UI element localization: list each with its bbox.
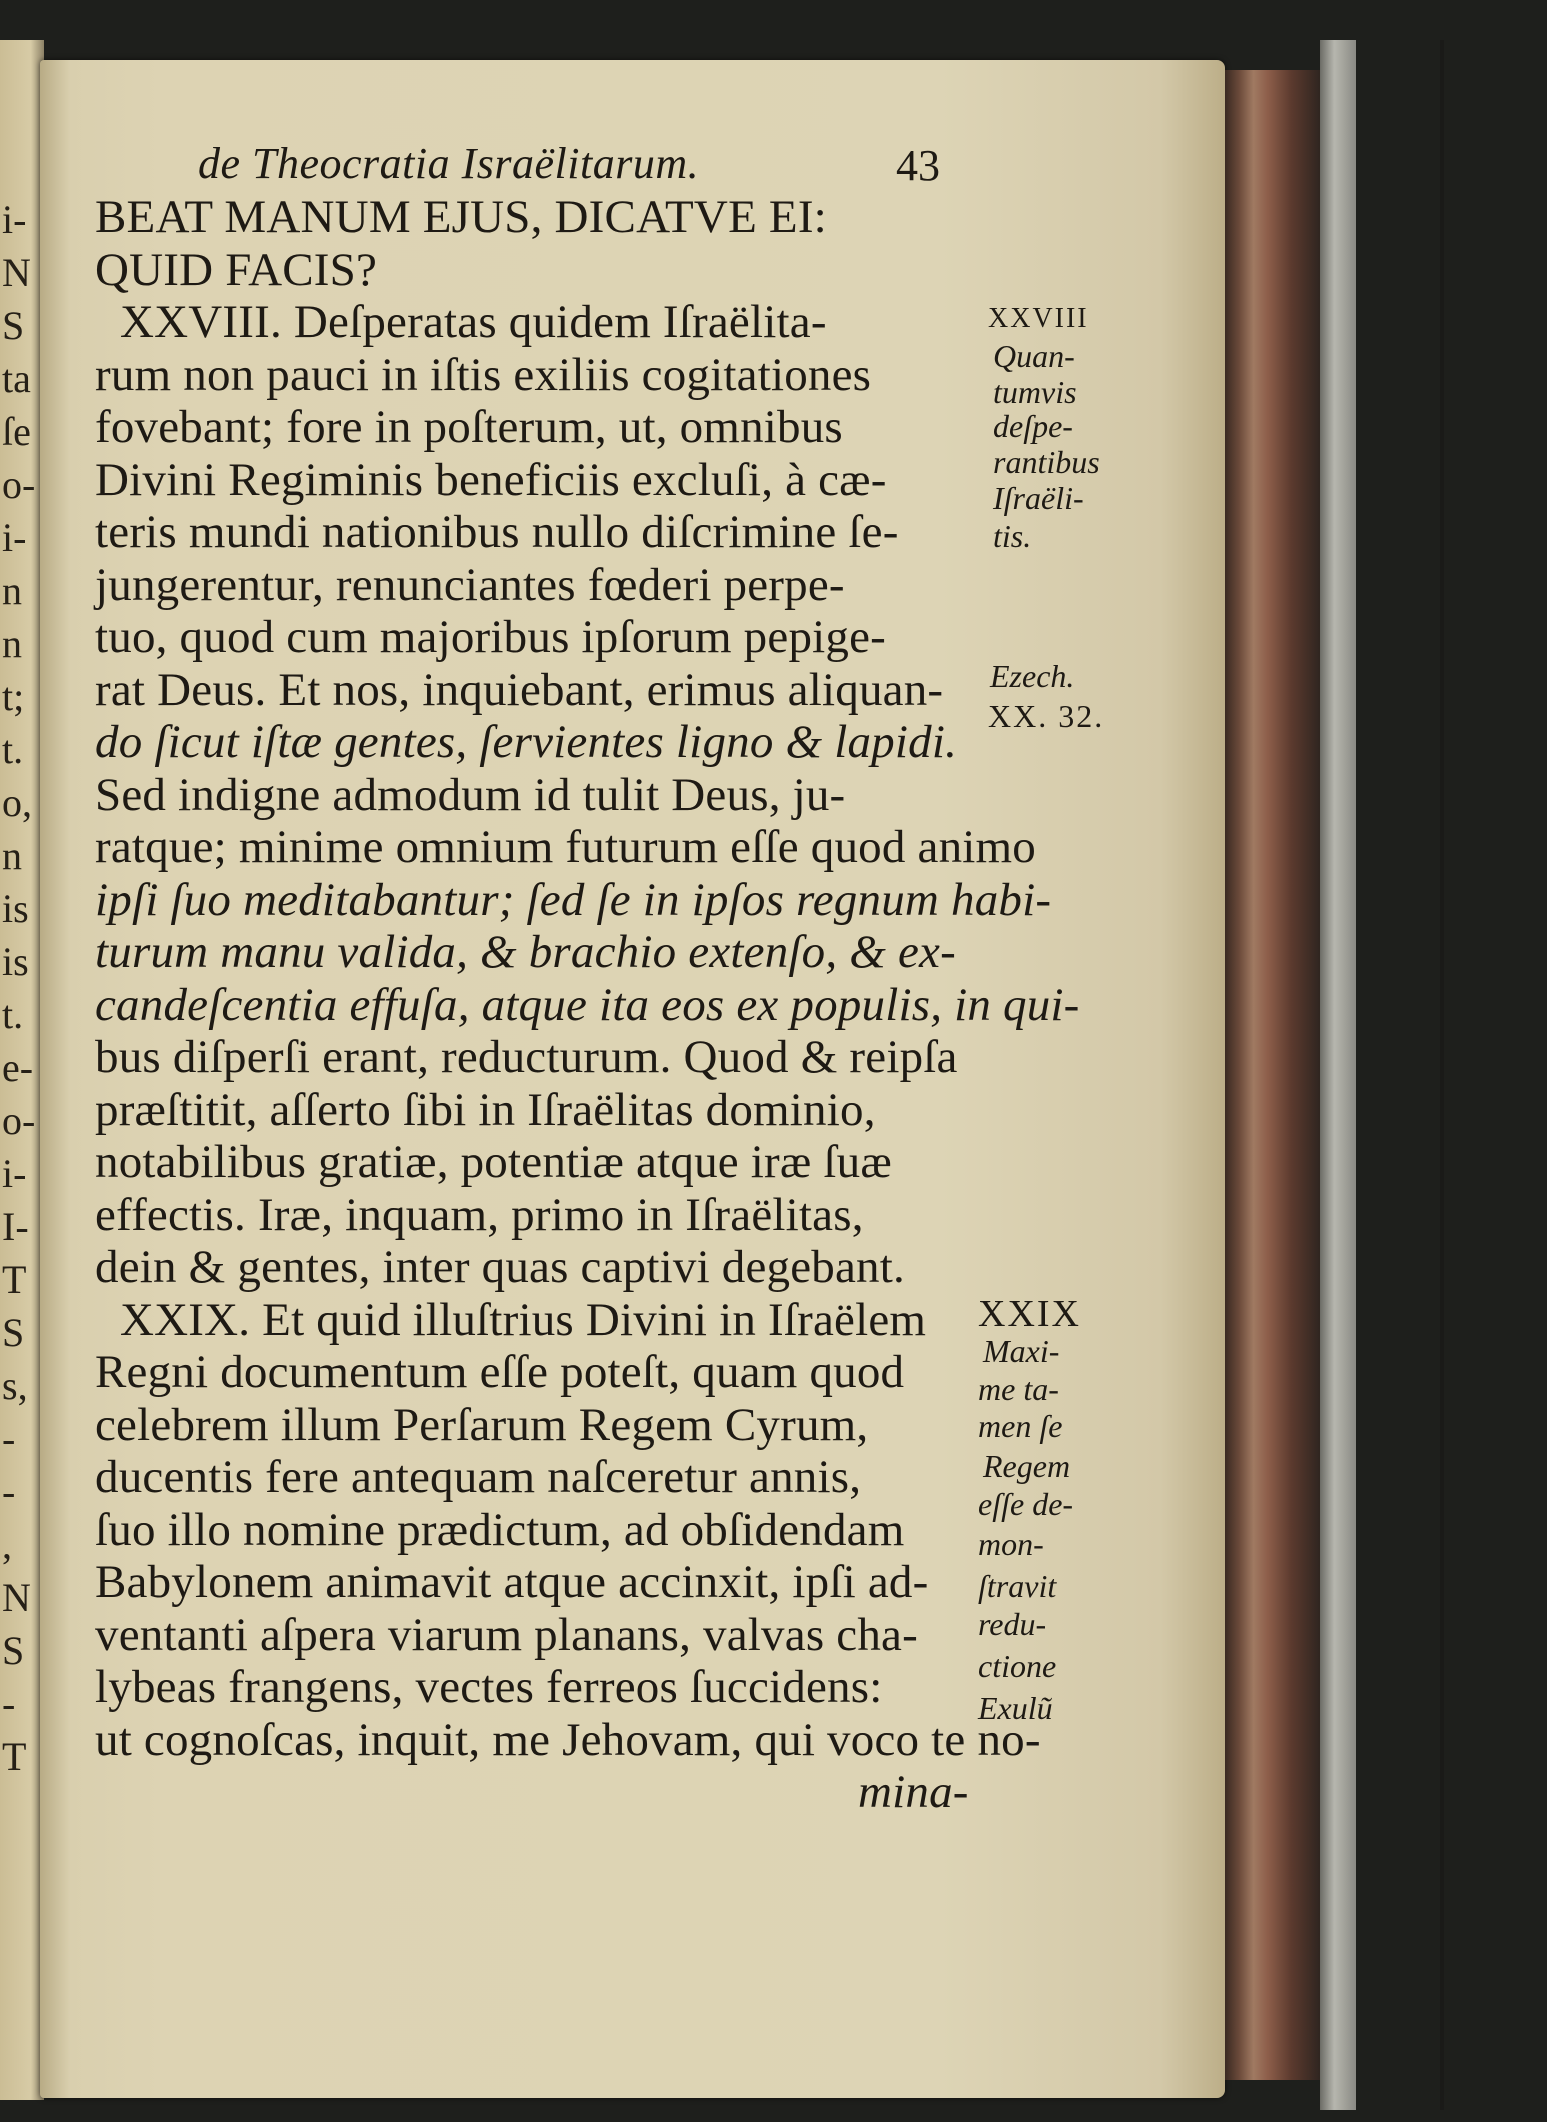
text-line: ratque; minime omnium futurum eſſe quod animo: [95, 821, 1036, 873]
text-line: ventanti aſpera viarum planans, valvas cha-: [95, 1608, 918, 1661]
facing-page-fragment: n: [2, 571, 22, 611]
facing-page-fragment: i-: [2, 518, 27, 558]
margin-note: rantibus: [993, 444, 1100, 480]
facing-page-fragment: -: [2, 1684, 16, 1724]
text-line: Divini Regiminis beneficiis excluſi, à cæ-: [95, 453, 887, 506]
facing-page-fragment: ſe: [2, 412, 31, 452]
text-line: dein & gentes, inter quas captivi degebant.: [95, 1241, 905, 1293]
text-line: ſuo illo nomine prædictum, ad obſidendam: [95, 1503, 905, 1556]
facing-page-fragment: o-: [2, 465, 36, 505]
facing-page-fragment: ta: [2, 359, 31, 399]
margin-note: XXIX: [978, 1293, 1081, 1335]
margin-note: tumvis: [993, 374, 1077, 410]
text-line: præſtitit, aſſerto ſibi in Iſraëlitas dominio,: [95, 1083, 876, 1136]
facing-page-fragment: i-: [2, 1154, 27, 1194]
margin-note: Exulũ: [978, 1690, 1053, 1726]
margin-note: deſpe-: [993, 408, 1073, 444]
text-line: rum non pauci in iſtis exiliis cogitationes: [95, 348, 872, 401]
facing-page-fragment: e-: [2, 1048, 34, 1088]
facing-page-fragment: S: [2, 1631, 25, 1671]
scan-border: [1440, 40, 1444, 2110]
facing-page-fragment: i-: [2, 200, 27, 240]
margin-note: Ezech.: [990, 658, 1075, 694]
facing-page-fragment: S: [2, 1313, 25, 1353]
margin-note: mon-: [978, 1526, 1044, 1562]
page-block-edge: [1225, 70, 1320, 2080]
margin-note: ctione: [978, 1648, 1057, 1684]
facing-page-fragment: is: [2, 942, 29, 982]
margin-note: redu-: [978, 1606, 1047, 1642]
text-line: jungerentur, renunciantes fœderi perpe-: [95, 558, 845, 611]
text-line: teris mundi nationibus nullo diſcrimine ſe-: [95, 506, 899, 558]
text-line: ipſi ſuo meditabantur; ſed ſe in ipſos regnum habi-: [95, 873, 1052, 926]
facing-page-fragment: t.: [2, 730, 24, 770]
text-line: mina-: [858, 1766, 969, 1818]
margin-note: ſtravit: [978, 1568, 1057, 1604]
text-line: Sed indigne admodum id tulit Deus, ju-: [95, 768, 846, 821]
facing-page-fragment: -: [2, 1419, 16, 1459]
margin-note: me ta-: [978, 1371, 1059, 1407]
margin-note: eſſe de-: [978, 1486, 1074, 1522]
running-head: de Theocratia Israëlitarum.: [198, 139, 700, 188]
facing-page-fragment: s,: [2, 1366, 28, 1406]
facing-page-fragment: I-: [2, 1207, 29, 1247]
text-line: XXIX. Et quid illuſtrius Divini in Iſraëlem: [120, 1293, 927, 1346]
cover-edge: [1320, 40, 1356, 2110]
facing-page-fragment: T: [2, 1737, 27, 1777]
text-line: fovebant; fore in poſterum, ut, omnibus: [95, 401, 843, 453]
facing-page-fragment: n: [2, 624, 22, 664]
text-line: ut cognoſcas, inquit, me Jehovam, qui voco te no-: [95, 1713, 1041, 1766]
facing-page-fragment: o-: [2, 1101, 36, 1141]
text-line: ducentis fere antequam naſceretur annis,: [95, 1451, 862, 1503]
facing-page-fragment: n: [2, 836, 22, 876]
text-line: candeſcentia effuſa, atque ita eos ex populis, in qui-: [95, 978, 1080, 1031]
text-line: QUID FACIS?: [95, 243, 378, 296]
margin-note: Iſraëli-: [993, 480, 1084, 516]
text-line: Regni documentum eſſe poteſt, quam quod: [95, 1346, 905, 1398]
text-line: lybeas frangens, vectes ferreos ſuccidens:: [95, 1661, 883, 1713]
facing-page-fragment: T: [2, 1260, 27, 1300]
margin-note: tis.: [993, 518, 1032, 554]
margin-note: Maxi-: [983, 1333, 1060, 1369]
margin-note: Regem: [983, 1448, 1071, 1484]
margin-note: XX. 32.: [988, 698, 1105, 734]
page-number: 43: [896, 141, 940, 190]
text-line: XXVIII. Deſperatas quidem Iſraëlita-: [120, 296, 827, 348]
facing-page-fragment: -: [2, 1472, 16, 1512]
facing-page-fragment: o,: [2, 783, 32, 823]
facing-page-fragment: S: [2, 306, 25, 346]
text-line: do ſicut iſtæ gentes, ſervientes ligno & lapidi.: [95, 716, 958, 768]
margin-note: men ſe: [978, 1408, 1063, 1444]
text-line: effectis. Iræ, inquam, primo in Iſraëlitas,: [95, 1188, 864, 1241]
text-line: turum manu valida, & brachio extenſo, & ex-: [95, 926, 956, 978]
text-line: bus diſperſi erant, reducturum. Quod & reipſa: [95, 1031, 958, 1083]
facing-page-fragment: N: [2, 253, 31, 293]
text-line: rat Deus. Et nos, inquiebant, erimus aliquan-: [95, 663, 944, 716]
facing-page-fragment: t;: [2, 677, 25, 717]
margin-note: XXVIII: [988, 303, 1089, 334]
text-line: Babylonem animavit atque accinxit, ipſi ad-: [95, 1556, 929, 1608]
facing-page-edge: [0, 40, 44, 2100]
text-line: celebrem illum Perſarum Regem Cyrum,: [95, 1398, 869, 1451]
text-line: BEAT MANUM EJUS, DICATVE EI:: [95, 191, 827, 243]
facing-page-fragment: t.: [2, 995, 24, 1035]
facing-page-fragment: N: [2, 1578, 31, 1618]
facing-page-fragment: is: [2, 889, 29, 929]
text-line: tuo, quod cum majoribus ipſorum pepige-: [95, 611, 887, 663]
margin-note: Quan-: [993, 338, 1075, 374]
text-line: notabilibus gratiæ, potentiæ atque iræ ſuæ: [95, 1136, 892, 1188]
facing-page-fragment: ,: [2, 1525, 12, 1565]
